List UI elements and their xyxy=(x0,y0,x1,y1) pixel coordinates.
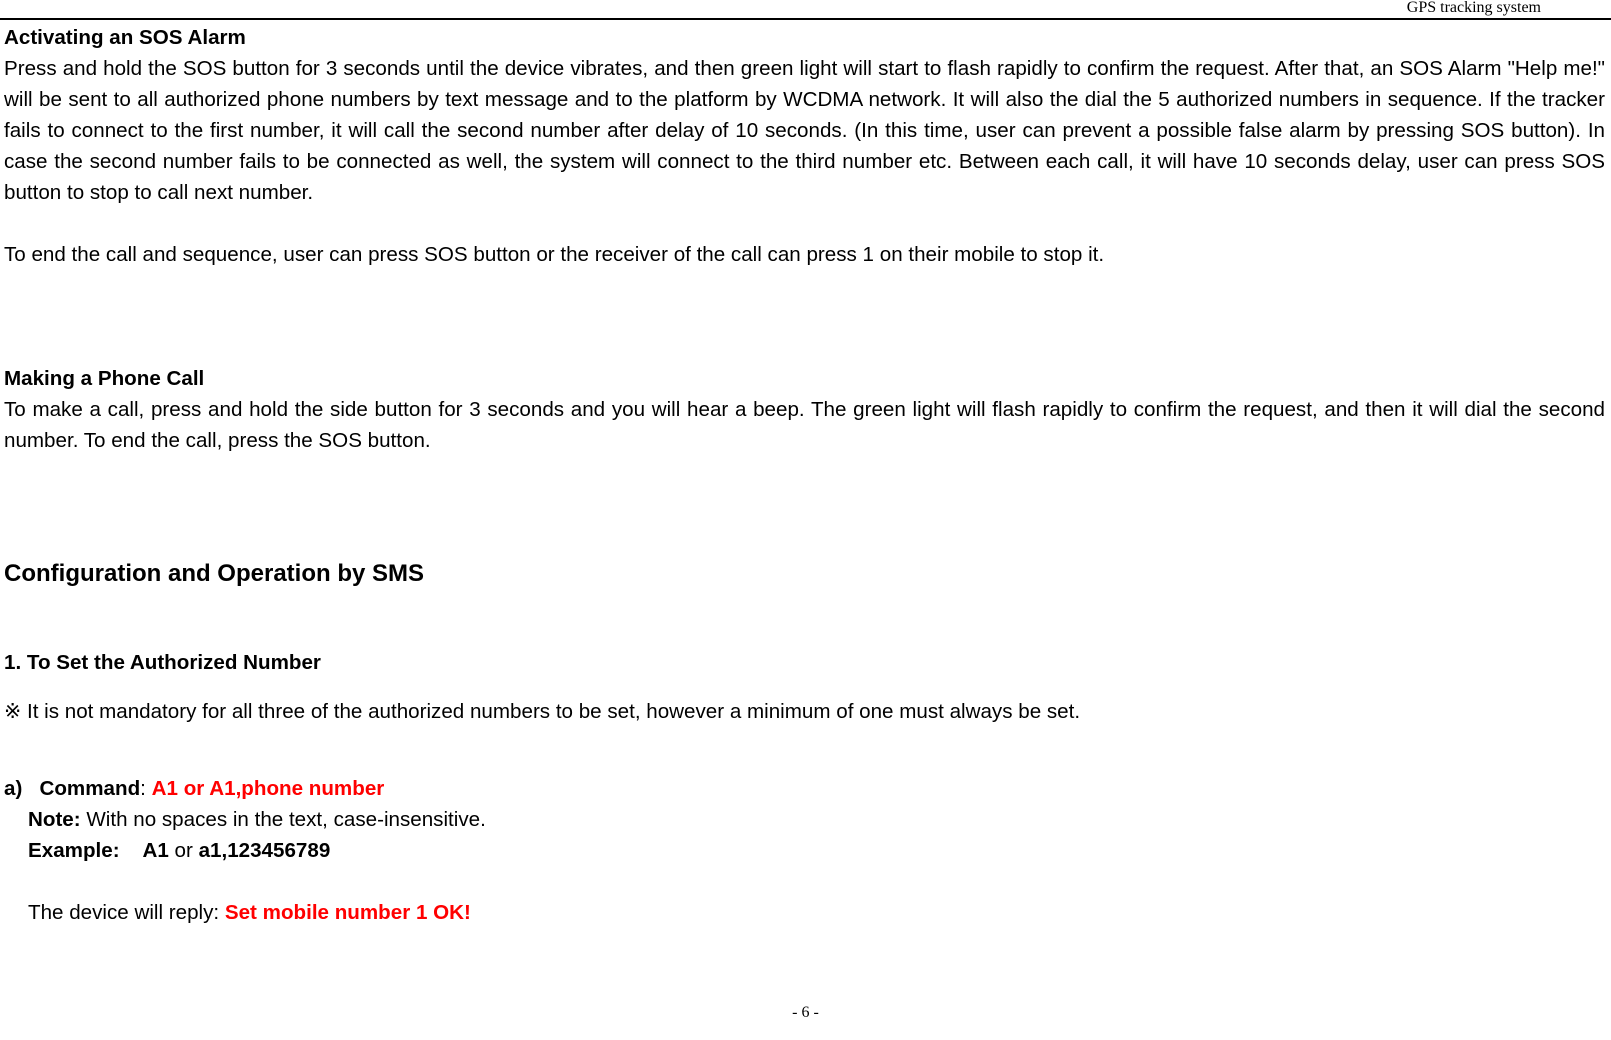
call-paragraph xyxy=(4,394,1605,456)
sos-paragraph xyxy=(4,53,1605,208)
command-colon: : xyxy=(140,777,146,800)
command-prefix: a) xyxy=(4,777,23,800)
sos-heading: Activating an SOS Alarm xyxy=(4,26,246,49)
running-header: GPS tracking system xyxy=(1406,0,1541,16)
example-line xyxy=(4,835,1605,866)
note-line xyxy=(4,804,1605,835)
command-line xyxy=(4,773,1605,804)
example-a: A1 xyxy=(142,839,169,862)
reply-text: The device will reply: xyxy=(28,901,225,924)
reply-value: Set mobile number 1 OK! xyxy=(224,901,471,924)
page-number: - 6 - xyxy=(792,1004,819,1021)
command-value: A1 or A1,phone number xyxy=(151,777,385,800)
authorized-number-heading: 1. To Set the Authorized Number xyxy=(4,651,321,674)
example-or: or xyxy=(168,839,199,862)
authorized-number-note: ※ It is not mandatory for all three of the authorized numbers to be set, however a minimum of one must always be set. xyxy=(4,700,1081,723)
command-label: Command xyxy=(39,777,141,800)
header-rule xyxy=(0,18,1611,20)
note-text: With no spaces in the text, case-insensitive. xyxy=(80,808,486,831)
call-heading: Making a Phone Call xyxy=(4,367,205,390)
call-paragraph-text: To make a call, press and hold the side button for 3 seconds and you will hear a beep. The green light will flash rapidly to confirm the request, and then it will dial the second number. To end the call, press the SOS button. xyxy=(4,398,1605,452)
page-content xyxy=(4,22,1605,928)
sos-paragraph-text: Press and hold the SOS button for 3 seconds until the device vibrates, and then green light will start to flash rapidly to confirm the request. After that, an SOS Alarm "Help me!" will be sent to all authorized phone numbers by text message and to the platform by WCDMA network. It will also the dial the 5 authorized numbers in sequence. If the tracker fails to connect to the first number, it will call the second number after delay of 10 seconds. (In this time, user can prevent a possible false alarm by pressing SOS button). In case the second number fails to be connected as well, the system will connect to the third number etc. Between each call, it will have 10 seconds delay, user can press SOS button to stop to call next number. xyxy=(4,57,1605,204)
reply-line xyxy=(4,897,1605,928)
example-b: a1,123456789 xyxy=(198,839,331,862)
note-label: Note: xyxy=(28,808,81,831)
config-section-title: Configuration and Operation by SMS xyxy=(4,560,424,587)
sos-end-paragraph: To end the call and sequence, user can press SOS button or the receiver of the call can press 1 on their mobile to stop it. xyxy=(4,243,1105,266)
example-label: Example: xyxy=(28,839,120,862)
